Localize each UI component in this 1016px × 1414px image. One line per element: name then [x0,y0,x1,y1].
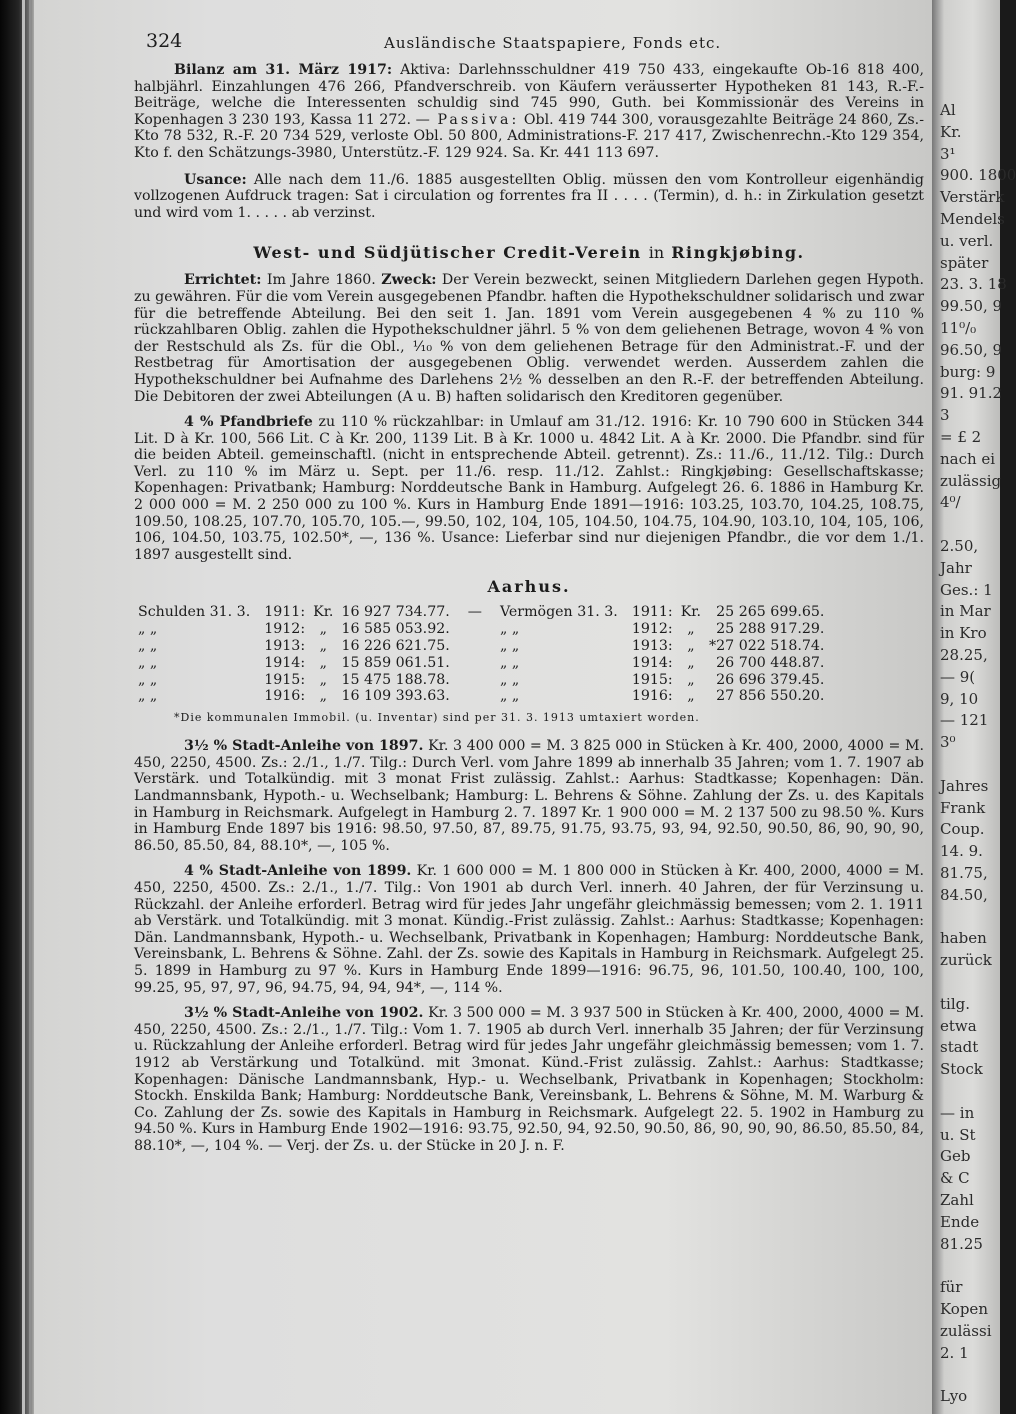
usance-text: Alle nach dem 11./6. 1885 ausgestellten Oblig. müssen den vom Kontrolleur eigenhändig vollzogenen Aufdruck tragen: Sat i circulation og forrentes fra II . . . . (Termin), d. h.: in Zirkulation gesetzt und wird vom 1. . . . . ab verzinst. [134,171,924,221]
adjacent-page-fragment: 81.75, [940,864,988,882]
adjacent-page-fragment: 84.50, [940,885,988,904]
table-cell-year2: 1911: [631,604,673,621]
adjacent-page-fragment: 2.50, [940,537,979,555]
table-cell-dash [454,621,496,638]
adjacent-page-fragment: 23. 3. 18 [940,275,1007,294]
bilanz-text-1: Aktiva: Darlehnsschuldner 419 750 433, eingekaufte Ob-16 818 400, halbjährl. Einzahlungen 476 266, Pfandverschreib. von Käufern veräusserter Hypotheken 81 143, R.-F.-Beiträge, welche die Interessenten schuldig sind 745 990, Guth. bei Kommissionär des Vereins in Kopenhagen 3 230 193, Kassa 11 272. — [134,62,924,128]
adjacent-page-fragment: Coup. [940,820,985,839]
errichtet-text: Im Jahre 1860. [261,272,382,289]
section-west-place: Ringkjøbing. [671,243,805,263]
table-cell-year: 1911: [264,604,306,621]
table-cell-assets: 26 696 379.45. [716,671,825,688]
table-cell-label: „ „ [138,621,158,638]
adjacent-page-fragment: 91. 91.2 [940,384,1003,403]
adjacent-page-fragment: 11⁰/₀ [940,319,977,337]
adjacent-page-fragment: Ende [940,1212,980,1231]
adjacent-page-fragment: später [940,253,989,272]
adjacent-page-fragment: zulässig [940,471,1002,490]
running-title: Ausländische Staatspapiere, Fonds etc. [384,34,722,52]
adjacent-page-fragment: Kr. [940,122,962,141]
adjacent-page-edge [932,0,1016,1414]
table-cell-dash: — [467,604,482,621]
table-row [134,638,828,655]
table-cell-currency2: „ [687,654,695,671]
table-cell-dash [454,655,496,672]
table-cell-year: 1912: [264,621,306,638]
table-cell-label2: „ „ [499,688,520,705]
adjacent-page-fragment: = £ 2 [940,428,982,446]
table-cell-currency: „ [319,638,327,655]
errichtet-paragraph [134,272,924,405]
table-cell-currency2: „ [687,638,695,655]
table-cell-assets: 26 700 448.87. [716,654,825,671]
adjacent-page-fragment: Lyo [940,1387,968,1406]
adjacent-page-fragment: 28.25, [940,646,988,664]
zweck-text: Der Verein bezweckt, seinen Mitgliedern Darlehen gegen Hypoth. zu gewähren. Für die vom Verein ausgegebenen Pfandbr. haften die Hypothekschuldner solidarisch und zwar für die betreffende Abteilung. Bei den seit 1. Jan. 1891 vom Verein ausgegebenen 4 % zu 110 % rückzahlbaren Oblig. zahlen die Hypothekschuldner jährl. 5 % von dem geliehenen Betrage, wovon 4 % von der Restschuld als Zs. für die Obl., ¹⁄₁₀ % von dem geliehenen Betrage für den Administrat.-F. und der Restbetrag für Amortisation der ausgegebenen Oblig. verwendet werden. Ausserdem zahlen die Hypothekschuldner bei Aufnahme des Darlehens 2½ % desselben an den R.-F. der betreffenden Abteilung. Die Debitoren der zwei Abteilungen (A u. B) haften solidarisch den Kreditoren gegenüber. [134,272,924,405]
table-cell-assets: 27 856 550.20. [716,688,825,705]
table-cell-debt: 16 109 393.63. [341,688,450,705]
table-cell-year: 1914: [264,654,306,671]
pfandbriefe-text: zu 110 % rückzahlbar: in Umlauf am 31./12. 1916: Kr. 10 790 600 in Stücken 344 Lit. D à Kr. 100, 566 Lit. C à Kr. 200, 1139 Lit. B à Kr. 1000 u. 4842 Lit. A à Kr. 2000. Die Pfandbr. sind für die beiden Abteil. gemeinschaftl. (nicht in entsprechende Abteil. getrennt). Zs.: 11./6., 11./12. Tilg.: Durch Verl. zu 110 % im März u. Sept. per 11./6. resp. 11./12. Zahlst.: Ringkjøbing: Gesellschaftskasse; Kopenhagen: Privatbank; Hamburg: Norddeutsche Bank in Hamburg. Aufgelegt 26. 6. 1886 in Hamburg Kr. 2 000 000 = M. 2 250 000 zu 100 %. Kurs in Hamburg Ende 1891—1916: 103.25, 103.70, 104.25, 108.75, 109.50, 108.25, 107.70, 105.70, 105.—, 99.50, 102, 104, 105, 104.50, 104.75, 104.90, 103.10, 104, 105, 106, 106, 104.50, 103.75, 102.50*, —, 136 %. Usance: Lieferbar sind nur diejenigen Pfandbr., die vor dem 1./1. 1897 ausgestellt sind. [134,414,925,563]
table-cell-label2: „ „ [499,671,520,688]
adjacent-page-fragment: 4⁰/ [940,493,961,512]
table-cell-currency: Kr. [313,604,334,621]
bilanz-lead: Bilanz am 31. März 1917: [174,62,393,78]
table-cell-currency: „ [319,688,327,705]
adjacent-page-fragment: 900. 1800 [940,166,1016,185]
section-heading-west [134,243,924,262]
adjacent-page-fragment: für [940,1278,963,1297]
table-cell-debt: 16 927 734.77. [341,604,450,621]
table-cell-year2: 1914: [631,654,673,671]
table-cell-currency2: „ [687,671,695,688]
table-footnote: *Die kommunalen Immobil. (u. Inventar) sind per 31. 3. 1913 umtaxiert worden. [174,711,700,725]
table-cell-label: „ „ [138,638,158,655]
table-cell-assets: 25 265 699.65. [716,604,825,621]
adjacent-page-fragment: 96.50, 9 [940,340,1003,359]
table-row [134,688,828,705]
adjacent-page-fragment: 14. 9. [940,842,983,861]
table-cell-label: „ „ [138,654,158,671]
bilanz-paragraph [134,62,924,162]
adjacent-page-fragment: 3¹ [940,144,956,163]
table-cell-debt: 16 585 053.92. [341,621,450,638]
adjacent-page-fragment: tilg. [940,994,970,1013]
adjacent-page-fragment: — 9( [940,667,976,686]
table-cell-debt: 16 226 621.75. [341,638,450,655]
table-cell-year2: 1912: [631,621,673,638]
adjacent-page-fragment: — 121 [940,711,989,730]
adjacent-page-fragment: & C [940,1169,970,1188]
table-cell-year2: 1915: [631,671,673,688]
anleihe-1902-text: Kr. 3 500 000 = M. 3 937 500 in Stücken à Kr. 400, 2000, 4000 = M. 450, 2250, 4500. Zs.: 2./1., 1./7. Tilg.: Vom 1. 7. 1905 ab durch Verl. innerhalb 35 Jahren; der für Verzinsung u. Rückzahlung der Anleihe erforderl. Betrag wird für jedes Jahr ungefähr gleichmässig bemessen; vom 1. 7. 1912 ab Verstärkung und Totalkünd. mit 3monat. Künd.-Frist zulässig. Zahlst.: Aarhus: Stadtkasse; Kopenhagen: Dänische Landmannsbank, Hyp.- u. Wechselbank, Privatbank in Kopenhagen; Stockholm: Stockh. Enskilda Bank; Hamburg: Norddeutsche Bank, Vereinsbank, L. Behrens & Söhne, M. M. Warburg & Co. Zahlung der Zs. sowie des Kapitals in Hamburg in Reichsmark. Aufgelegt 22. 5. 1902 in Hamburg zu 94.50 %. Kurs in Hamburg Ende 1902—1916: 93.75, 92.50, 94, 92.50, 90.50, 86, 90, 90, 90, 86.50, 85.50, 84, 88.10*, —, 104 %. — Verj. der Zs. u. der Stücke in 20 J. n. F. [134,1005,924,1154]
adjacent-page-fragment: Al [940,101,956,119]
section-west-title: West- und Südjütischer Credit-Verein [253,243,642,263]
adjacent-page-fragment: in Mar [940,602,991,621]
adjacent-page-fragment: 3 [940,406,950,425]
errichtet-lead: Errichtet: [184,272,262,289]
table-row [134,655,828,672]
table-cell-label2: „ „ [499,638,520,655]
pfandbriefe-lead: 4 % Pfandbriefe [184,414,313,431]
usance-paragraph [134,172,924,222]
binding-edge-inner [29,0,31,1414]
adjacent-page-fragment: haben [940,929,987,948]
adjacent-page-fragment: Jahr [940,558,972,577]
anleihe-1897-paragraph [134,738,924,854]
anleihe-1897-lead: 3½ % Stadt-Anleihe von 1897. [184,738,424,755]
adjacent-page-fragment: zurück [940,951,992,970]
adjacent-page-fragment: u. St [940,1125,976,1144]
table-row [134,604,828,621]
adjacent-page-fragment: 99.50, 9 [940,297,1003,316]
table-cell-label: „ „ [138,688,158,705]
adjacent-page-fragment: Stock [940,1060,983,1079]
table-cell-year2: 1916: [631,688,673,705]
adjacent-page-fragment: zulässi [940,1321,992,1340]
table-cell-currency2: Kr. [680,604,702,621]
table-cell-year: 1916: [264,688,306,705]
anleihe-1899-lead: 4 % Stadt-Anleihe von 1899. [184,863,412,880]
adjacent-page-fragment: burg: 9 [940,362,996,381]
adjacent-page-fragment: 81.25 [940,1234,983,1253]
table-row [134,672,828,689]
table-cell-year: 1915: [264,671,306,688]
anleihe-1899-text: Kr. 1 600 000 = M. 1 800 000 in Stücken à Kr. 400, 2000, 4000 = M. 450, 2250, 4500. Zs.: 2./1., 1./7. Tilg.: Von 1901 ab durch Verl. innerh. 40 Jahren, der für Verzinsung u. Rückzahl. der Anleihe erforderl. Betrag wird für jedes Jahr ungefähr gleichmässig bemessen; vom 2. 1. 1911 ab Verstärk. und Totalkündig. mit 3 monat. Kündig.-Frist zulässig. Zahlst.: Aarhus: Stadtkasse; Kopenhagen: Dän. Landmannsbank, Hypoth.- u. Wechselbank, Privatbank in Kopenhagen; Hamburg: Norddeutsche Bank, Vereinsbank, L. Behrens & Söhne. Zahl. der Zs. sowie des Kapitals in Hamburg in Reichsmark. Aufgelegt 25. 5. 1899 in Hamburg zu 97 %. Kurs in Hamburg Ende 1899—1916: 96.75, 96, 101.50, 100.40, 100, 100, 99.25, 95, 97, 97, 96, 94.75, 94, 94, 94*, —, 114 %. [134,863,925,996]
adjacent-page-fragment: stadt [940,1038,979,1057]
table-cell-currency: „ [319,671,327,688]
pfandbriefe-paragraph [134,414,924,563]
adjacent-page-fragment: 2. 1 [940,1343,969,1362]
anleihe-1902-paragraph [134,1005,924,1154]
table-cell-label2: Vermögen 31. 3. [499,604,618,621]
table-cell-currency2: „ [687,688,695,705]
table-cell-dash [454,638,496,655]
bilanz-text-2: Obl. 419 744 300, vorausgezahlte Beiträge 24 860, Zs.-Kto 78 532, R.-F. 20 734 529, verloste Obl. 50 800, Administrations-F. 217 417, Zwischenrechn.-Kto 129 354, Kto f. den Schätzungs-3980, Unterstütz.-F. 129 924. Sa. Kr. 441 113 697. [134,111,924,161]
table-cell-label: „ „ [138,671,158,688]
table-cell-assets: *27 022 518.74. [709,638,825,655]
adjacent-page-fragment: Jahres [940,776,989,795]
adjacent-page-fragment: etwa [940,1016,977,1035]
adjacent-page-fragment: nach ei [940,449,996,468]
adjacent-page-fragment: Geb [940,1147,971,1166]
table-cell-year: 1913: [264,638,306,655]
table-cell-label2: „ „ [499,621,520,638]
table-cell-label2: „ „ [499,654,520,671]
anleihe-1897-text: Kr. 3 400 000 = M. 3 825 000 in Stücken à Kr. 400, 2000, 4000 = M. 450, 2250, 4500. Zs.: 2./1., 1./7. Tilg.: Durch Verl. vom Jahre 1899 ab innerhalb 35 Jahren; vom 1. 7. 1907 ab Verstärk. und Totalkündig. mit 3 monat Frist zulässig. Zahlst.: Aarhus: Stadtkasse; Kopenhagen: Dän. Landmannsbank, Hypoth.- u. Wechselbank; Hamburg: L. Behrens & Söhne. Zahlung der Zs. u. des Kapitals in Hamburg in Reichsmark. Aufgelegt in Hamburg 2. 7. 1897 Kr. 1 900 000 = M. 2 137 500 zu 98.50 %. Kurs in Hamburg Ende 1897 bis 1916: 98.50, 97.50, 87, 89.75, 91.75, 93.75, 93, 94, 92.50, 90.50, 86, 90, 90, 90, 86.50, 85.50, 84, 88.10*, —, 105 %. [134,738,924,854]
bilanz-passiva: Passiva: [429,111,520,128]
adjacent-page-fragment: 9, 10 [940,689,979,708]
page-number: 324 [146,30,183,52]
table-cell-debt: 15 859 061.51. [341,654,450,671]
adjacent-page-fragment: in Kro [940,624,987,643]
adjacent-page-fragment: u. verl. [940,231,994,250]
adjacent-page-fragment: Ges.: 1 [940,580,993,599]
table-cell-currency2: „ [687,621,695,638]
adjacent-page-fragment: Verstärk [940,188,1005,207]
table-cell-currency: „ [319,654,327,671]
adjacent-page-fragment: Kopen [940,1300,988,1318]
binding-edge [22,0,25,1414]
table-cell-dash [454,688,496,705]
table-row [134,621,828,638]
zweck-lead: Zweck: [381,272,437,289]
page-content [134,22,924,1154]
adjacent-page-fragment: Zahl [940,1191,974,1209]
section-heading-aarhus: Aarhus. [487,577,571,597]
book-page [34,0,932,1414]
anleihe-1899-paragraph [134,863,924,996]
table-cell-year2: 1913: [631,638,673,655]
anleihe-1902-lead: 3½ % Stadt-Anleihe von 1902. [184,1005,424,1022]
adjacent-page-fragment: 3⁰ [940,733,956,752]
adjacent-page-fragment: Frank [940,798,986,817]
table-cell-debt: 15 475 188.78. [341,671,450,688]
page-header [134,22,924,62]
table-cell-dash [454,672,496,689]
section-west-in: in [648,243,665,263]
table-cell-label: Schulden 31. 3. [138,604,251,621]
usance-lead: Usance: [184,171,247,188]
adjacent-page-fragment: Mendels [940,210,1005,228]
debts-assets-table [134,604,828,705]
table-cell-assets: 25 288 917.29. [716,621,825,638]
table-cell-currency: „ [319,621,327,638]
adjacent-page-fragment: — in [940,1103,975,1122]
